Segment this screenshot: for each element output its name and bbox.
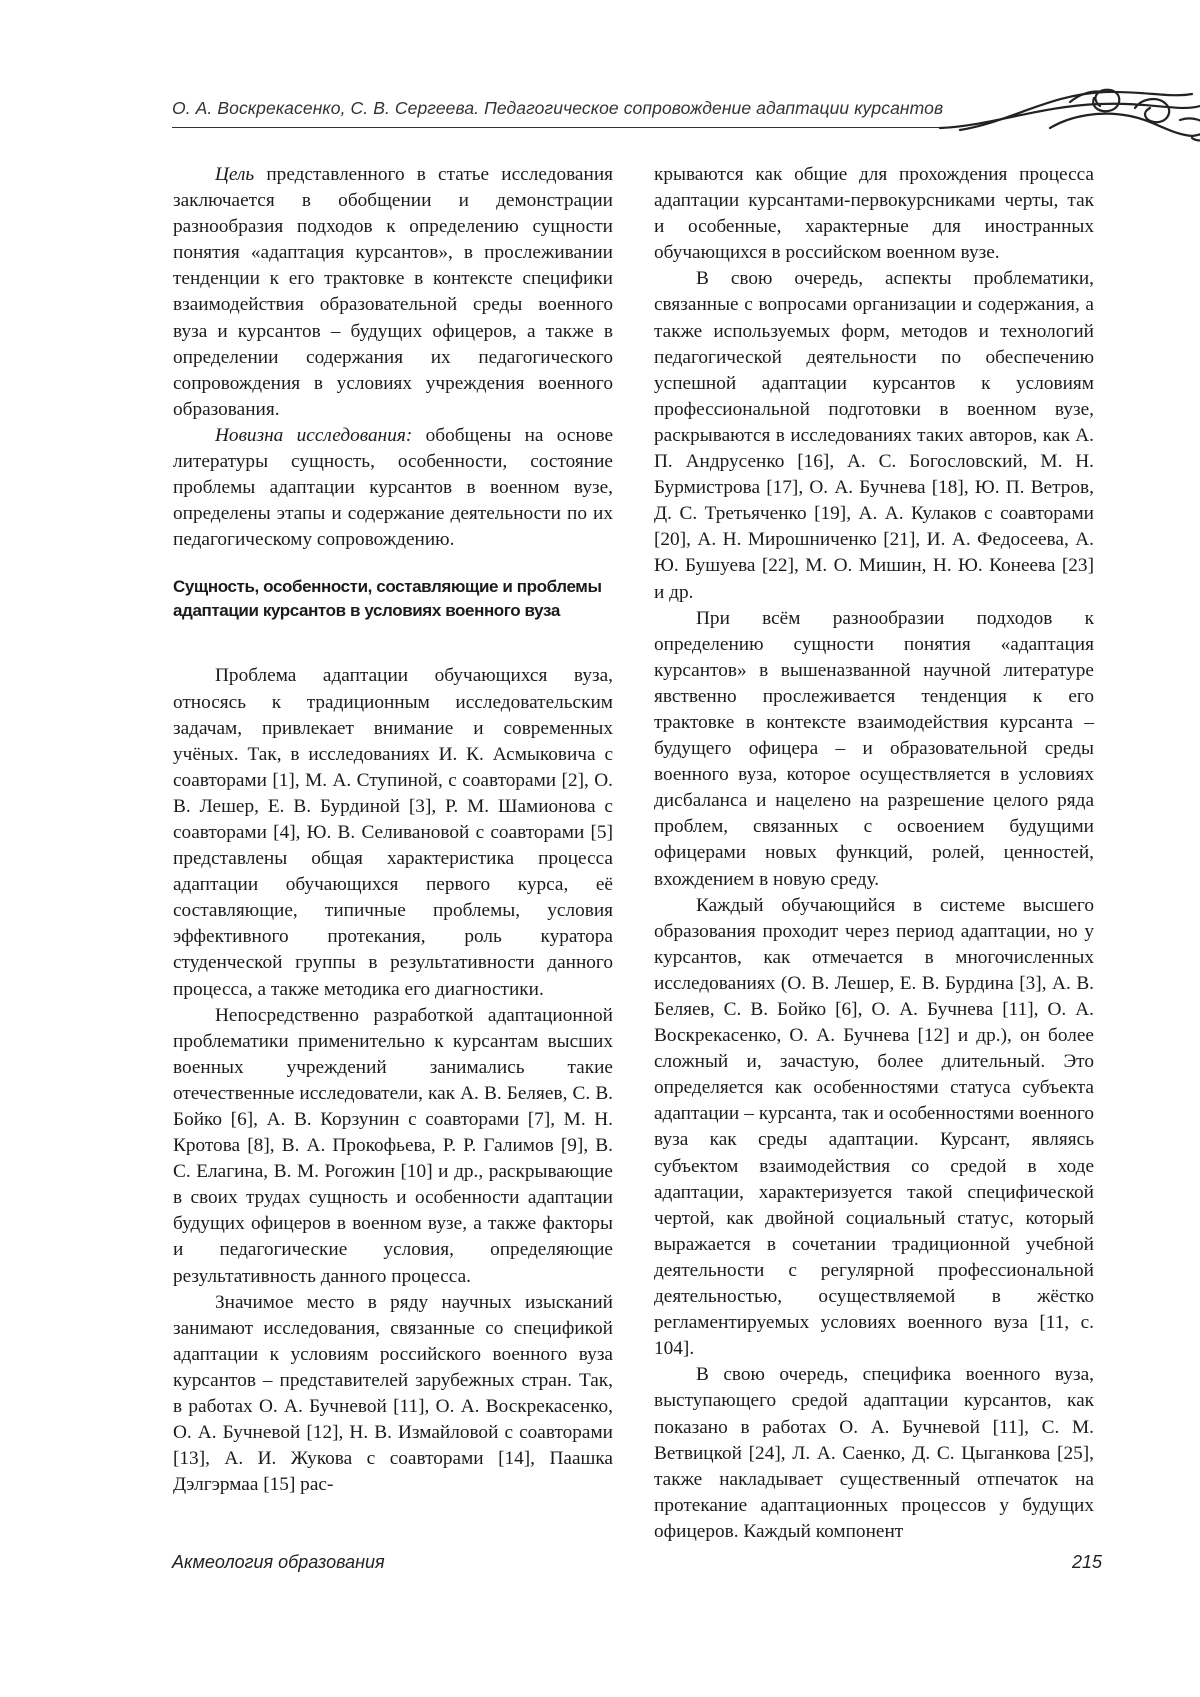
paragraph: В свою очередь, специфика военного вуза, выступающего средой адаптации курсантов, как показано в работах О. А. Бучневой [11], С. М. Ветвицкой [24], Л. А. Саенко, Д. С. Цыганкова [25], также накладывает существенный отпечаток на протекание адаптационных процессов у будущих офицеров. Каждый компонент — [654, 1362, 1094, 1545]
page-header — [172, 94, 1102, 134]
left-column — [173, 162, 613, 1498]
paragraph-goal — [173, 162, 613, 423]
paragraph: В свою очередь, аспекты проблематики, связанные с вопросами организации и содержания, а также используемых форм, методов и технологий педагогической деятельности по обеспечению успешной адаптации курсантов к условиям профессиональной подготовки в военном вузе, раскрываются в исследованиях таких авторов, как А. П. Андрусенко [16], А. С. Богословский, М. Н. Бурмистрова [17], О. А. Бучнева [18], Ю. П. Ветров, Д. С. Третьяченко [19], А. А. Кулаков с соавторами [20], А. Н. Мирошниченко [21], И. А. Федосеева, А. Ю. Бушуева [22], М. О. Мишин, Н. Ю. Конеева [23] и др. — [654, 266, 1094, 605]
paragraph: Каждый обучающийся в системе высшего образования проходит через период адаптации, но у курсантов, как отмечается в многочисленных исследованиях (О. В. Лешер, Е. В. Бурдина [3], А. В. Беляев, С. В. Бойко [6], О. А. Бучнева [11], О. А. Воскрекасенко, О. А. Бучнева [12] и др.), он более сложный и, зачастую, более длительный. Это определяется как особенностями статуса субъекта адаптации – курсанта, так и особенностями военного вуза как среды адаптации. Курсант, являясь субъектом взаимодействия со средой в ходе адаптации, характеризуется такой специфической чертой, как двойной социальный статус, который выражается в сочетании традиционной учебной деятельности с регулярной профессиональной деятельностью, осуществляемой в жёстко регламентируемых условиях военного вуза [11, с. 104]. — [654, 893, 1094, 1363]
paragraph-continued: крываются как общие для прохождения процесса адаптации курсантами-первокурсниками черты, так и особенные, характерные для иностранных обучающихся в российском военном вузе. — [654, 162, 1094, 266]
section-heading: Сущность, особенности, составляющие и проблемы адаптации курсантов в условиях военного вуза — [173, 575, 613, 623]
art-nouveau-swirl-ornament-icon — [930, 76, 1200, 146]
header-rule — [172, 127, 952, 128]
journal-page — [0, 0, 1200, 1697]
goal-text: представленного в статье исследования заключается в обобщении и демонстрации разнообразия подходов к определению сущности понятия «адаптация курсантов», в прослеживании тенденции к его трактовке в контексте специфики взаимодействия образовательной среды военного вуза и курсантов – будущих офицеров, а также в определении содержания их педагогического сопровождения в условиях учреждения военного образования. — [173, 164, 613, 420]
journal-name: Акмеология образования — [172, 1552, 385, 1573]
paragraph-novelty — [173, 423, 613, 553]
paragraph: Проблема адаптации обучающихся вуза, относясь к традиционным исследовательским задачам, привлекает внимание и современных учёных. Так, в исследованиях И. К. Асмыковича с соавторами [1], М. А. Ступиной, с соавторами [2], О. В. Лешер, Е. В. Бурдиной [3], Р. М. Шамионова с соавторами [4], Ю. В. Селивановой с соавторами [5] представлены общая характеристика процесса адаптации обучающихся первого курса, её составляющие, типичные проблемы, условия эффективного протекания, роль куратора студенческой группы в результативности данного процесса, а также методика его диагностики. — [173, 663, 613, 1002]
goal-lead: Цель — [215, 164, 254, 185]
page-number: 215 — [1072, 1552, 1102, 1573]
page-footer — [172, 1552, 1102, 1582]
novelty-text: обобщены на основе литературы сущность, особенности, состояние проблемы адаптации курсантов в военном вузе, определены этапы и содержание деятельности по их педагогическому сопровождению. — [173, 425, 613, 550]
right-column — [654, 162, 1094, 1545]
novelty-lead: Новизна исследования: — [215, 425, 412, 446]
running-title: О. А. Воскрекасенко, С. В. Сергеева. Педагогическое сопровождение адаптации курсантов — [172, 98, 943, 119]
paragraph: Непосредственно разработкой адаптационной проблематики применительно к курсантам высших военных учреждений занимались такие отечественные исследователи, как А. В. Беляев, С. В. Бойко [6], А. В. Корзунин с соавторами [7], М. Н. Кротова [8], В. А. Прокофьева, Р. Р. Галимов [9], В. С. Елагина, В. М. Рогожин [10] и др., раскрывающие в своих трудах сущность и особенности адаптации будущих офицеров в военном вузе, а также факторы и педагогические условия, определяющие результативность данного процесса. — [173, 1003, 613, 1290]
paragraph: Значимое место в ряду научных изысканий занимают исследования, связанные со спецификой адаптации к условиям российского военного вуза курсантов – представителей зарубежных стран. Так, в работах О. А. Бучневой [11], О. А. Воскрекасенко, О. А. Бучневой [12], Н. В. Измайловой с соавторами [13], А. И. Жукова с соавторами [14], Паашка Дэлгэрмаа [15] рас- — [173, 1290, 613, 1499]
paragraph: При всём разнообразии подходов к определению сущности понятия «адаптация курсантов» в вышеназванной научной литературе явственно прослеживается тенденция к его трактовке в контексте взаимодействия курсанта – будущего офицера – и образовательной среды военного вуза, которое осуществляется в условиях дисбаланса и нацелено на разрешение целого ряда проблем, связанных с освоением будущими офицерами новых функций, ролей, ценностей, вхождением в новую среду. — [654, 606, 1094, 893]
